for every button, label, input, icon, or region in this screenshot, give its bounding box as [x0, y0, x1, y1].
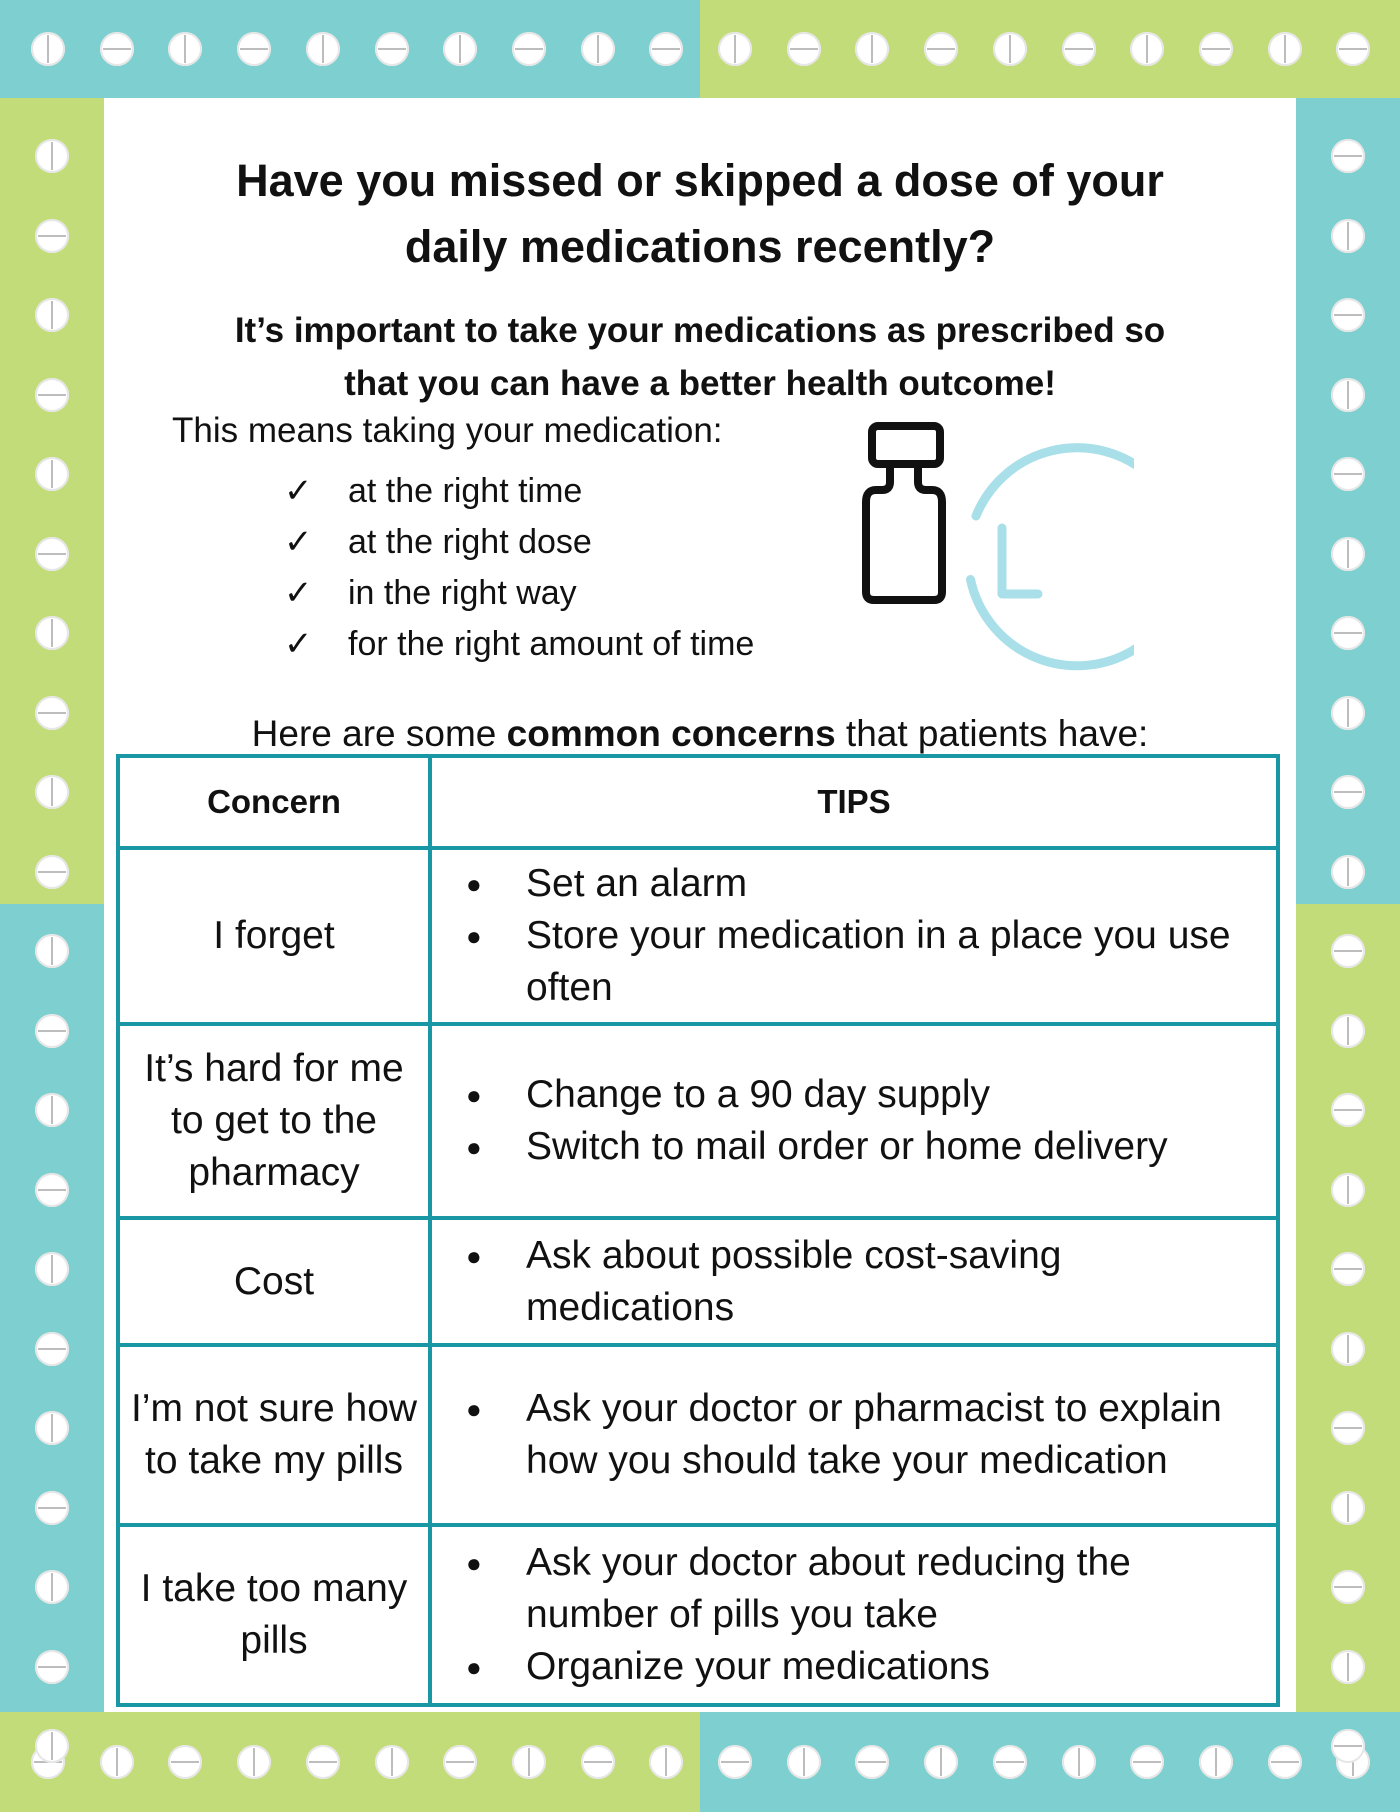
pill-icon — [443, 1745, 477, 1779]
pill-icon — [1331, 1093, 1365, 1127]
pill-icon — [31, 32, 65, 66]
pill-icon — [1130, 32, 1164, 66]
checklist-item-text: at the right dose — [348, 523, 592, 561]
pill-icon — [1331, 1570, 1365, 1604]
subtitle — [144, 304, 1256, 410]
checklist — [284, 466, 788, 670]
pill-icon — [35, 1491, 69, 1525]
pill-icon — [1331, 1411, 1365, 1445]
check-icon: ✓ — [284, 625, 313, 663]
pill-icon — [1331, 775, 1365, 809]
pill-icon — [787, 1745, 821, 1779]
pill-icon — [1062, 1745, 1096, 1779]
pill-icon — [35, 457, 69, 491]
pill-icon — [35, 298, 69, 332]
table-header-row — [118, 756, 1278, 848]
pill-icon — [100, 32, 134, 66]
means-intro: This means taking your medication: — [172, 411, 723, 450]
concerns-text-after: that patients have: — [835, 713, 1149, 754]
pill-icon — [100, 1745, 134, 1779]
title-line-2: daily medications recently? — [404, 221, 996, 272]
pill-icon — [581, 1745, 615, 1779]
pill-icon — [35, 1014, 69, 1048]
pill-icon — [993, 1745, 1027, 1779]
concerns-text-bold: common concerns — [506, 713, 836, 754]
table-row — [118, 1345, 1278, 1525]
tip-item: ● Ask about possible cost-saving medications — [432, 1230, 1266, 1334]
pill-icon — [1130, 1745, 1164, 1779]
pill-icon — [1331, 298, 1365, 332]
tips-list — [432, 858, 1266, 1014]
tips-list — [432, 1069, 1266, 1173]
pill-icon — [35, 696, 69, 730]
pill-icon — [35, 775, 69, 809]
pill-icon — [35, 139, 69, 173]
pill-icon — [1331, 1014, 1365, 1048]
check-icon: ✓ — [284, 574, 313, 612]
pill-icon — [1268, 1745, 1302, 1779]
pill-icon — [718, 32, 752, 66]
tips-cell — [430, 1218, 1278, 1345]
column-header-concern: Concern — [118, 756, 430, 848]
tip-item: ● Switch to mail order or home delivery — [432, 1121, 1266, 1173]
pill-icon — [35, 855, 69, 889]
pill-icon — [1331, 537, 1365, 571]
pill-icon — [306, 32, 340, 66]
tips-cell — [430, 1024, 1278, 1218]
pill-icon — [375, 32, 409, 66]
pill-icon — [1331, 934, 1365, 968]
pill-icon — [35, 1093, 69, 1127]
tips-cell — [430, 1345, 1278, 1525]
pill-icon — [1331, 219, 1365, 253]
concern-cell: Cost — [118, 1218, 430, 1345]
pill-icon — [1331, 616, 1365, 650]
checklist-item-text: in the right way — [348, 574, 577, 612]
pill-icon — [1331, 1332, 1365, 1366]
table-row — [118, 848, 1278, 1024]
tips-list — [432, 1230, 1266, 1334]
pill-icon — [1331, 457, 1365, 491]
pill-icon — [512, 32, 546, 66]
pill-icon — [993, 32, 1027, 66]
check-icon: ✓ — [284, 472, 313, 510]
tip-item: ● Ask your doctor about reducing the number of pills you take — [432, 1537, 1266, 1641]
tip-item: ● Organize your medications — [432, 1641, 1266, 1693]
pill-icon — [375, 1745, 409, 1779]
concern-cell: It’s hard for me to get to the pharmacy — [118, 1024, 430, 1218]
pill-icon — [1199, 1745, 1233, 1779]
pill-icon — [1268, 32, 1302, 66]
tip-item: ● Ask your doctor or pharmacist to explain how you should take your medication — [432, 1383, 1266, 1487]
pill-icon — [35, 378, 69, 412]
pill-icon — [35, 934, 69, 968]
concerns-tips-table — [116, 754, 1280, 1707]
concern-cell: I’m not sure how to take my pills — [118, 1345, 430, 1525]
pill-icon — [1331, 139, 1365, 173]
pill-icon — [1331, 1173, 1365, 1207]
pill-icon — [306, 1745, 340, 1779]
pill-icon — [35, 1252, 69, 1286]
pill-icon — [237, 32, 271, 66]
pill-icon — [512, 1745, 546, 1779]
pill-icon — [35, 1650, 69, 1684]
pill-icon — [718, 1745, 752, 1779]
pill-icon — [237, 1745, 271, 1779]
concern-cell: I take too many pills — [118, 1525, 430, 1705]
pill-icon — [1331, 1252, 1365, 1286]
checklist-item — [284, 517, 788, 568]
title-line-1: Have you missed or skipped a dose of your — [236, 155, 1164, 206]
common-concerns-intro — [104, 710, 1296, 758]
pill-icon — [1331, 855, 1365, 889]
pill-icon — [1331, 1729, 1365, 1763]
tips-list — [432, 1537, 1266, 1693]
pill-icon — [1062, 32, 1096, 66]
tip-item: ● Set an alarm — [432, 858, 1266, 910]
pill-icon — [924, 32, 958, 66]
pill-icon — [35, 616, 69, 650]
pill-icon — [35, 1332, 69, 1366]
pill-icon — [35, 1729, 69, 1763]
concern-cell: I forget — [118, 848, 430, 1024]
table-row — [118, 1024, 1278, 1218]
checklist-item-text: at the right time — [348, 472, 583, 510]
tips-list — [432, 1383, 1266, 1487]
column-header-tips: TIPS — [430, 756, 1278, 848]
checklist-item — [284, 568, 788, 619]
checklist-item-text: for the right amount of time — [348, 625, 755, 663]
subtitle-line-1: It’s important to take your medications as prescribed so — [234, 311, 1166, 350]
checklist-item — [284, 619, 788, 670]
pill-icon — [35, 1411, 69, 1445]
check-icon: ✓ — [284, 523, 313, 561]
pill-icon — [787, 32, 821, 66]
pill-icon — [924, 1745, 958, 1779]
medication-bottle-clock-icon — [844, 418, 1134, 708]
tip-item: ● Store your medication in a place you use often — [432, 910, 1266, 1014]
checklist-item — [284, 466, 788, 517]
page-title — [104, 148, 1296, 280]
pill-icon — [1199, 32, 1233, 66]
tips-cell — [430, 848, 1278, 1024]
table-row — [118, 1525, 1278, 1705]
concerns-text-before: Here are some — [251, 713, 507, 754]
pill-icon — [443, 32, 477, 66]
pill-icon — [35, 1173, 69, 1207]
table-row — [118, 1218, 1278, 1345]
tips-cell — [430, 1525, 1278, 1705]
pill-icon — [1331, 1491, 1365, 1525]
pill-icon — [581, 32, 615, 66]
pill-icon — [35, 219, 69, 253]
flyer-content — [104, 98, 1296, 1712]
pill-icon — [1331, 1650, 1365, 1684]
pill-icon — [35, 537, 69, 571]
pill-icon — [35, 1570, 69, 1604]
pill-icon — [1331, 696, 1365, 730]
tip-item: ● Change to a 90 day supply — [432, 1069, 1266, 1121]
subtitle-line-2: that you can have a better health outcome! — [344, 364, 1056, 403]
pill-icon — [1331, 378, 1365, 412]
